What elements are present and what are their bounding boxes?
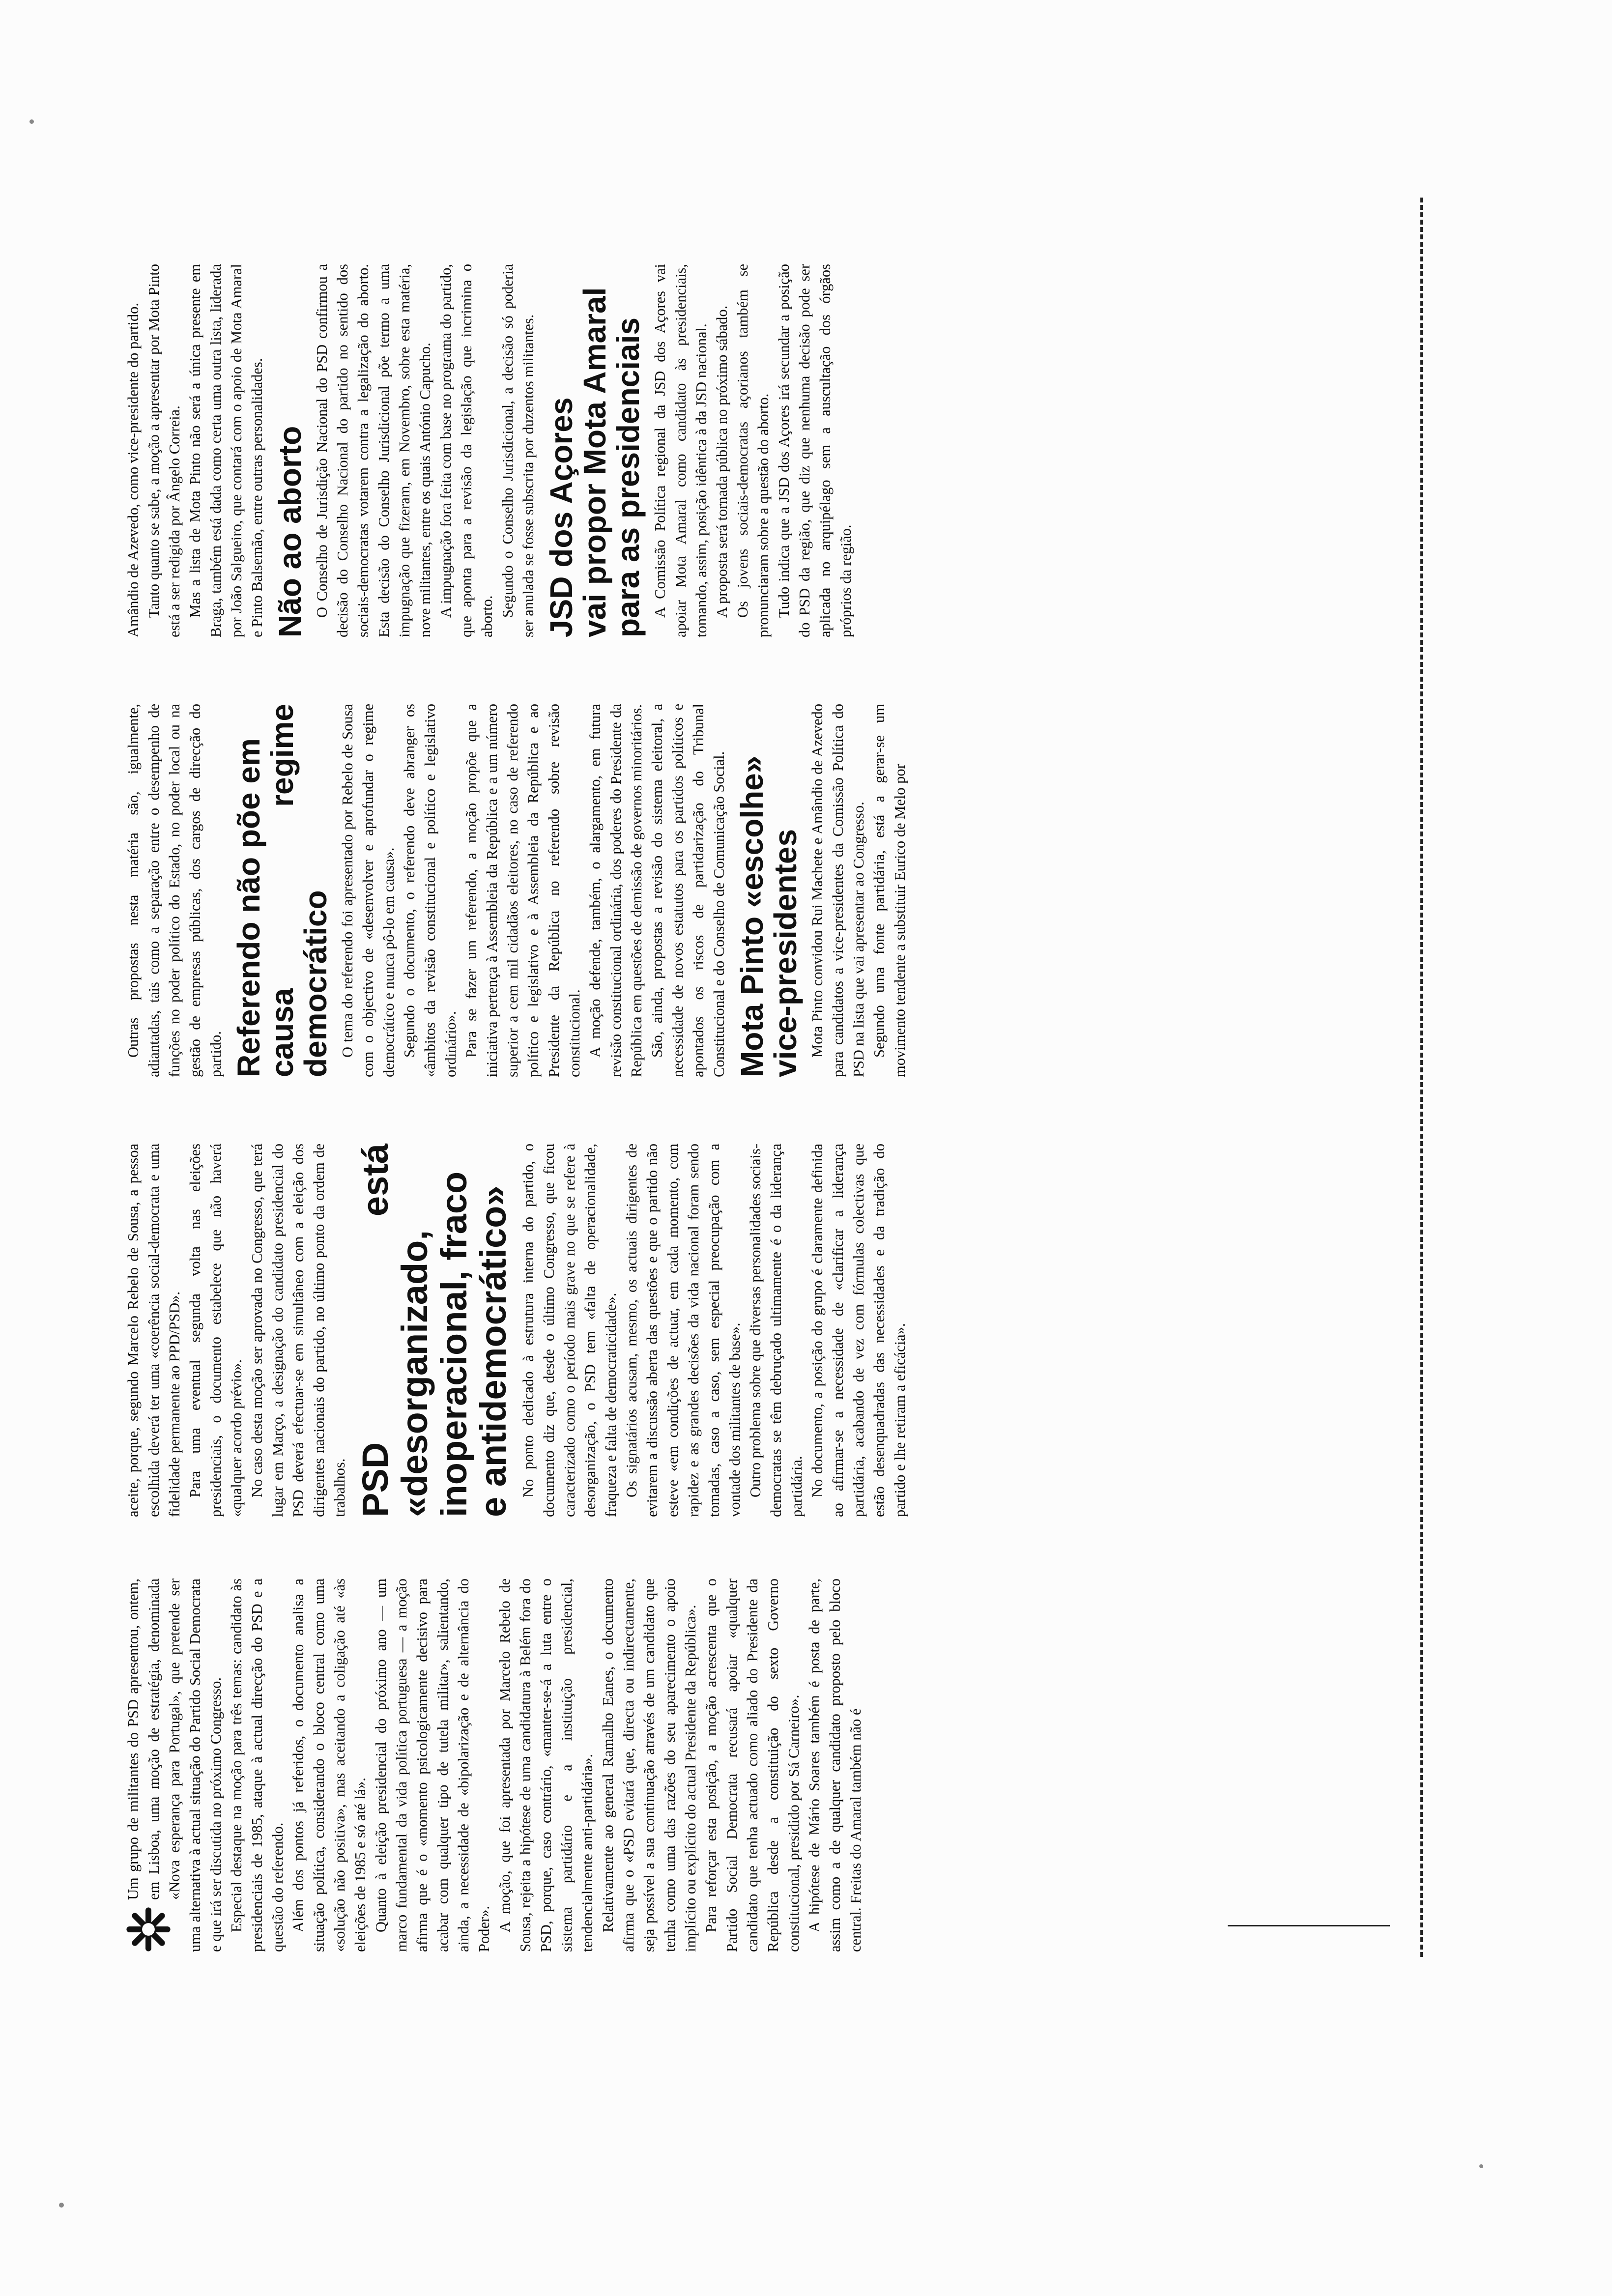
scan-speck xyxy=(29,119,34,124)
article-column-4 xyxy=(123,264,856,637)
paragraph: Mas a lista de Mota Pinto não será a única presente em Braga, também está dada como certa uma outra lista, liderada por João Salgueiro, que contará com o apoio de Mota Amaral e Pinto Balsemão, entre outras personalidades. xyxy=(187,264,265,637)
paragraph: O tema do referendo foi apresentado por Rebelo de Sousa com o objectivo de «desenvolver e aprofundar o regime democrático e nunca pô-lo em causa». xyxy=(339,704,397,1077)
paragraph: A proposta será tornada pública no próximo sábado. xyxy=(714,305,730,618)
paragraph: A hipótese de Mário Soares também é posta de parte, assim como a de qualquer candidato proposto pelo bloco central. Freitas do Amaral também não é xyxy=(806,1578,864,1952)
paragraph: O Conselho de Jurisdição Nacional do PSD confirmou a decisão do Conselho Nacional do partido no sentido dos sociais-democratas votarem contra a legalização do aborto. Esta decisão do Conselho Jurisdicional põe termo a uma impugnação que fizeram, em Novembro, sobre esta matéria, nove militantes, entre os quais António Capucho. xyxy=(314,264,433,637)
paragraph: A moção, que foi apresentada por Marcelo Rebelo de Sousa, rejeita a hipótese de uma candidatura à Belém fora do PSD, porque, caso contrário, «manter-se-á a luta entre o sistema partidário e a instituição presidencial, tendencialmente anti-partidária». xyxy=(496,1578,596,1952)
paragraph: A moção defende, também, o alargamento, em futura revisão constitucional ordinária, dos poderes do Presidente da República em questões de demissão de governos minoritários. xyxy=(587,704,645,1077)
paragraph: aceite, porque, segundo Marcelo Rebelo de Sousa, a pessoa escolhida deverá ter uma «coerência social-democrata e uma fidelidade permanente ao PPD/PSD». xyxy=(125,1144,183,1517)
paragraph: Segundo o Conselho Jurisdicional, a decisão só poderia ser anulada se fosse subscrita por duzentos militantes. xyxy=(499,264,537,637)
paragraph: Tanto quanto se sabe, a moção a apresentar por Mota Pinto está a ser redigida por Ângelo Correia. xyxy=(145,264,183,637)
article-column-3 xyxy=(123,704,910,1077)
scan-speck xyxy=(59,2203,64,2208)
paragraph: Quanto à eleição presidencial do próximo ano — um marco fundamental da vida política portuguesa — a moção afirma que é o «momento psicologicamente decisivo para acabar com qualquer tipo de tutela militar», salientando, ainda, a necessidade de «bipolarização e de alternância do Poder». xyxy=(373,1578,492,1952)
section-heading: Mota Pinto «escolhe» vice-presidentes xyxy=(734,755,803,1077)
article-column-1 xyxy=(123,1578,866,1952)
party-logo xyxy=(126,1907,171,1952)
paragraph: Outras propostas nesta matéria são, igualmente, adiantadas, tais como a separação entre o desempenho de funções no poder político do Estado, no poder local ou na gestão de empresas públicas, dos cargos de direcção do partido. xyxy=(125,704,224,1077)
paragraph: Segundo o documento, o referendo deve abranger os «âmbitos da revisão constitucional e político e legislativo ordinário». xyxy=(401,704,459,1077)
paragraph: No caso desta moção ser aprovada no Congresso, que terá lugar em Março, a designação do candidato presidencial do PSD deverá efectuar-se em simultâneo com a eleição dos dirigentes nacionais do partido, no último ponto da ordem de trabalhos. xyxy=(249,1144,348,1517)
section-heading: PSD está «desorganizado, inoperacional, fraco e antidemocrático» xyxy=(355,1144,514,1517)
bottom-dashed-rule xyxy=(1420,198,1423,1957)
paragraph: Amândio de Azevedo, como vice-presidente do partido. xyxy=(125,303,142,637)
paragraph: Segundo uma fonte partidária, está a gerar-se um movimento tendente a substituir Eurico de Melo por xyxy=(871,704,908,1077)
paragraph: A impugnação fora feita com base no programa do partido, que aponta para a revisão da legislação que incrimina o aborto. xyxy=(437,264,495,637)
paragraph: Mota Pinto convidou Rui Machete e Amândio de Azevedo para candidatos a vice-presidentes da Comissão Política do PSD na lista que vai apresentar ao Congresso. xyxy=(809,704,867,1077)
paragraph: No documento, a posição do grupo é claramente definida ao afirmar-se a necessidade de «clarificar a liderança partidária, acabando de vez com fórmulas colectivas que estão desenquadradas das necessidades e da tradição do partido e lhe retiram a eficácia». xyxy=(809,1144,908,1517)
scan-speck xyxy=(1479,2164,1483,2168)
paragraph: Tudo indica que a JSD dos Açores irá secundar a posição do PSD da região, que diz que nenhuma decisão pode ser aplicada no arquipélago sem a auscultação dos órgãos próprios da região. xyxy=(776,264,854,637)
paragraph: São, ainda, propostas a revisão do sistema eleitoral, a necessidade de novos estatutos para os partidos políticos e apontados os riscos de partidarização do Tribunal Constitucional e do Conselho de Comunicação Social. xyxy=(649,704,727,1077)
paragraph: Outro problema sobre que diversas personalidades sociais-democratas se têm debruçado ultimamente é o da liderança partidária. xyxy=(747,1144,805,1517)
paragraph: Para uma eventual segunda volta nas eleições presidenciais, o documento estabelece que não haverá «qualquer acordo prévio». xyxy=(187,1144,245,1517)
paragraph: Um grupo de militantes do PSD apresentou, ontem, em Lisboa, uma moção de estratégia, denominada «Nova esperança para Portugal», que pretende ser uma alternativa à actual situação do Partido Social Democrata e que irá ser discutida no próximo Congresso. xyxy=(125,1578,224,1952)
column-divider xyxy=(1228,1925,1390,1926)
paragraph: Relativamente ao general Ramalho Eanes, o documento afirma que o «PSD evitará que, directa ou indirectamente, seja possível a sua continuação através de um candidato que tenha como uma das razões do seu aparecimento o apoio implícito ou explícito do actual Presidente da República». xyxy=(600,1578,699,1952)
paragraph: Os jovens sociais-democratas açorianos também se pronunciaram sobre a questão do aborto. xyxy=(734,264,772,637)
paragraph: Para reforçar esta posição, a moção acrescenta que o Partido Social Democrata recusará apoiar «qualquer candidato que tenha actuado como aliado do Presidente da República desde a constituição do sexto Governo constitucional, presidido por Sá Carneiro». xyxy=(703,1578,802,1952)
paragraph: A Comissão Política regional da JSD dos Açores vai apoiar Mota Amaral como candidato às presidenciais, tomando, assim, posição idêntica à da JSD nacional. xyxy=(652,264,710,637)
paragraph: Além dos pontos já referidos, o documento analisa a situação política, considerando o bloco central como uma «solução não positiva», mas aceitando a coligação até «às eleições de 1985 e só até lá». xyxy=(290,1578,369,1952)
paragraph: Os signatários acusam, mesmo, os actuais dirigentes de evitarem a discussão aberta das questões e que o partido não esteve «em condições de actuar, em cada momento, com rapidez e as grandes decisões da vida nacional foram sendo tomadas, caso a caso, sem especial preocupação com a vontade dos militantes de base». xyxy=(623,1144,743,1517)
section-heading: Não ao aborto xyxy=(272,426,308,637)
paragraph: Para se fazer um referendo, a moção propõe que a iniciativa pertença à Assembleia da República e a um número superior a cem mil cidadãos eleitores, no caso de referendo político e legislativo e à Assembleia da República e ao Presidente da República no referendo sobre revisão constitucional. xyxy=(463,704,583,1077)
section-heading: Referendo não põe em causa regime democrático xyxy=(231,704,333,1077)
section-heading: JSD dos Açores vai propor Mota Amaral para as presidenciais xyxy=(544,287,646,637)
article-column-2 xyxy=(123,1144,910,1517)
paragraph: Especial destaque na moção para três temas: candidato às presidenciais de 1985, ataque à actual direcção do PSD e a questão do referendo. xyxy=(228,1578,286,1952)
paragraph: No ponto dedicado à estrutura interna do partido, o documento diz que, desde o último Congresso, que ficou caracterizado como o período mais grave no que se refere à desorganização, o PSD tem «falta de operacionalidade, fraqueza e falta de democraticidade». xyxy=(520,1144,619,1517)
